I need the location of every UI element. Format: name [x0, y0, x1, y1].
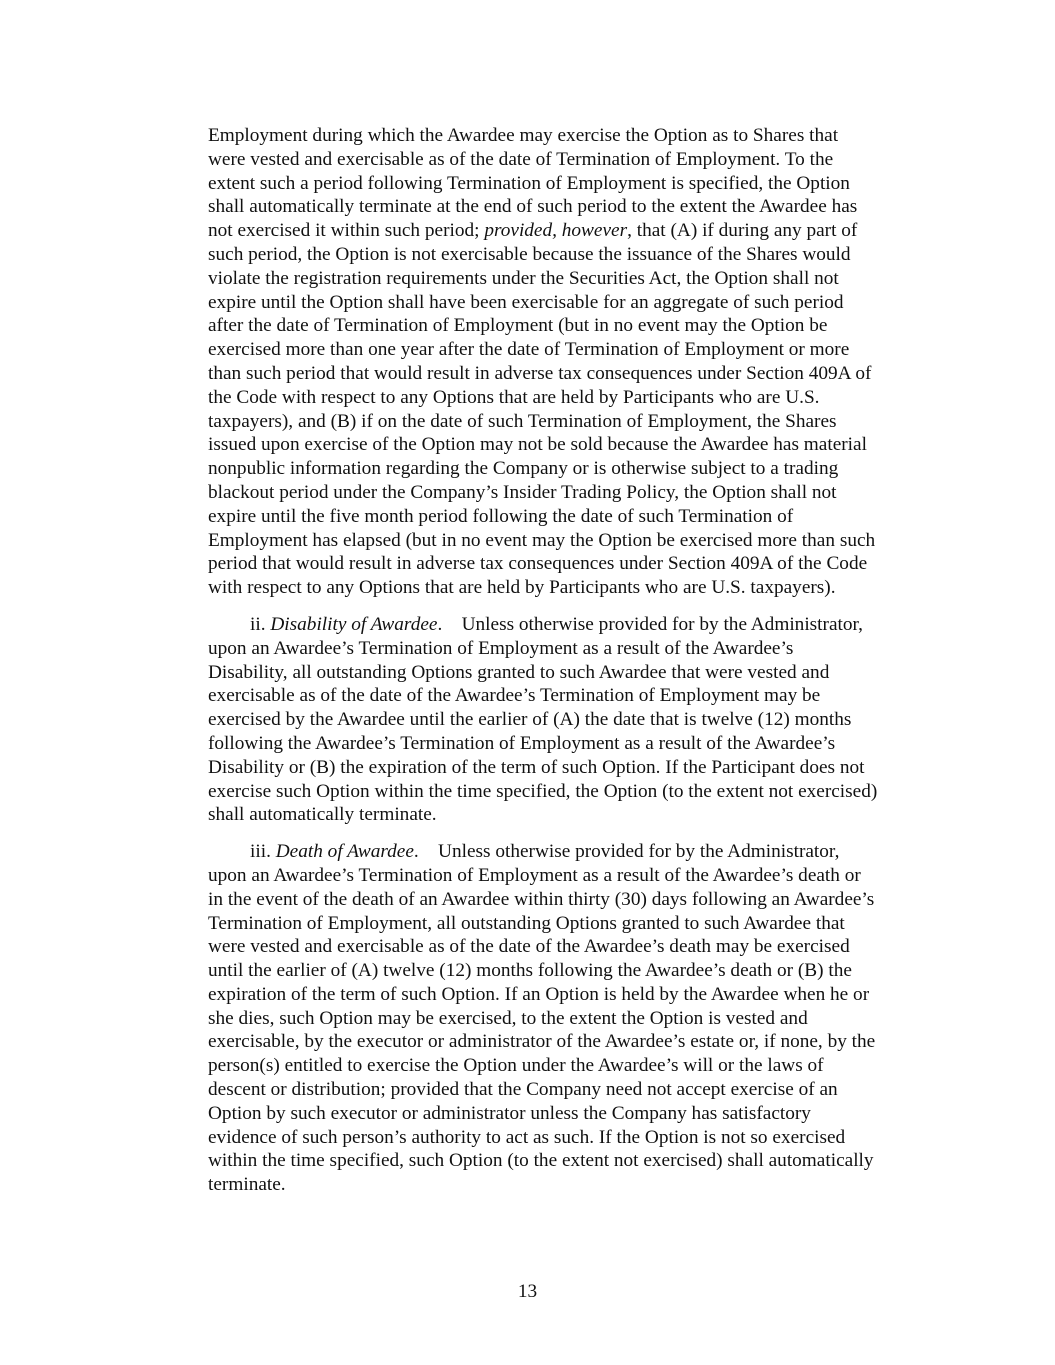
text-line: nonpublic information regarding the Company or is otherwise subject to a trading [208, 458, 839, 480]
text-segment: Unless otherwise provided for by the Administrator, [438, 841, 840, 863]
text-line: expiration of the term of such Option. If an Option is held by the Awardee when he or [208, 983, 870, 1005]
text-line: Disability, all outstanding Options granted to such Awardee that were vested and [208, 661, 830, 683]
text-line: Employment during which the Awardee may exercise the Option as to Shares that [208, 125, 839, 146]
text-line: expire until the five month period following the date of such Termination of [208, 505, 794, 527]
section-heading-end: . [413, 841, 419, 863]
text-line: upon an Awardee’s Termination of Employment as a result of the Awardee’s [208, 637, 794, 659]
paragraph-continuation [208, 124, 932, 600]
text-line: Employment has elapsed (but in no event may the Option be exercised more than such [208, 529, 876, 551]
text-line: such period, the Option is not exercisable because the issuance of the Shares would [208, 243, 851, 265]
text-line: shall automatically terminate. [208, 804, 437, 826]
text-line: within the time specified, such Option (to the extent not exercised) shall automatically [208, 1150, 874, 1172]
text-line: following the Awardee’s Termination of Employment as a result of the Awardee’s [208, 732, 836, 754]
page-number: 13 [517, 1281, 538, 1302]
text-line: Disability or (B) the expiration of the term of such Option. If the Participant does not [208, 756, 865, 778]
text-line: person(s) entitled to exercise the Option under the Awardee’s will or the laws of [208, 1055, 824, 1077]
text-line: the Code with respect to any Options that are held by Participants who are U.S. [208, 386, 820, 408]
section-number: ii. [250, 613, 266, 635]
text-line: evidence of such person’s authority to act as such. If the Option is not so exercised [208, 1126, 846, 1148]
text-line: in the event of the death of an Awardee within thirty (30) days following an Awardee’s [208, 888, 875, 910]
text-line: shall automatically terminate at the end of such period to the extent the Awardee has [208, 196, 858, 218]
emphasis-provided-however: provided, however [484, 220, 628, 242]
text-line: until the earlier of (A) twelve (12) months following the Awardee’s death or (B) the [208, 960, 852, 982]
text-line-mixed [208, 219, 932, 243]
text-line: violate the registration requirements under the Securities Act, the Option shall not [208, 267, 839, 289]
text-line: were vested and exercisable as of the date of the Awardee’s death may be exercised [208, 936, 850, 958]
text-line: exercised more than one year after the date of Termination of Employment or more [208, 339, 850, 361]
section-heading-end: . [437, 613, 443, 635]
text-line: were vested and exercisable as of the date of Termination of Employment. To the [208, 148, 834, 170]
paragraph-disability-of-awardee [208, 613, 932, 827]
text-line: exercised by the Awardee until the earlier of (A) the date that is twelve (12) months [208, 709, 852, 731]
text-line: period that would result in adverse tax consequences under Section 409A of the Code [208, 553, 868, 575]
text-segment: not exercised it within such period; [208, 220, 480, 242]
text-line: issued upon exercise of the Option may not be sold because the Awardee has material [208, 434, 867, 456]
text-segment: Unless otherwise provided for by the Administrator, [461, 613, 863, 635]
text-line: exercisable, by the executor or administrator of the Awardee’s estate or, if none, by the [208, 1031, 876, 1053]
text-line: extent such a period following Termination of Employment is specified, the Option [208, 172, 850, 194]
text-line: with respect to any Options that are held by Participants who are U.S. taxpayers). [208, 577, 836, 599]
section-heading: Death of Awardee [275, 841, 414, 863]
document-page [208, 124, 932, 1197]
section-heading: Disability of Awardee [270, 613, 438, 635]
text-line: descent or distribution; provided that the Company need not accept exercise of an [208, 1079, 838, 1101]
section-number: iii. [250, 841, 271, 863]
text-line: after the date of Termination of Employment (but in no event may the Option be [208, 315, 828, 337]
paragraph-death-of-awardee [208, 840, 932, 1197]
text-line: exercisable as of the date of the Awardee’s Termination of Employment may be [208, 685, 821, 707]
text-line: upon an Awardee’s Termination of Employment as a result of the Awardee’s death or [208, 864, 861, 886]
text-line: expire until the Option shall have been exercisable for an aggregate of such period [208, 291, 844, 313]
text-line-heading [208, 613, 932, 637]
text-line-heading [208, 840, 932, 864]
text-line: she dies, such Option may be exercised, to the extent the Option is vested and [208, 1007, 808, 1029]
text-line: exercise such Option within the time specified, the Option (to the extent not exercised) [208, 780, 878, 802]
text-line: terminate. [208, 1174, 286, 1196]
text-line: than such period that would result in adverse tax consequences under Section 409A of [208, 362, 872, 384]
text-segment: , that (A) if during any part of [627, 220, 858, 242]
text-line: taxpayers), and (B) if on the date of such Termination of Employment, the Shares [208, 410, 837, 432]
text-line: Option by such executor or administrator unless the Company has satisfactory [208, 1102, 811, 1124]
text-line: Termination of Employment, all outstanding Options granted to such Awardee that [208, 912, 845, 934]
text-line: blackout period under the Company’s Insider Trading Policy, the Option shall not [208, 481, 837, 503]
